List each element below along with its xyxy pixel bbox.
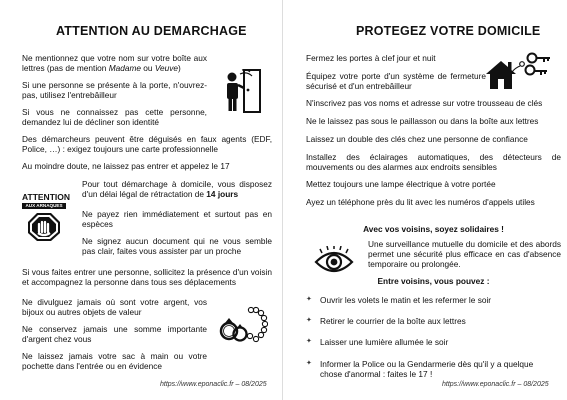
stop-hand-icon: ATTENTION AUX ARNAQUES — [22, 193, 66, 243]
paragraph-identity: Si vous ne connaissez pas cette personne, demandez lui de décliner son identité — [22, 107, 207, 128]
neighbors-text: Une surveillance mutuelle du domicile et des abords permet une sécurité plus efficace en cas d'absence temporaire ou prolongée. — [368, 239, 561, 270]
house-keys-icon — [484, 50, 554, 92]
list-item: ✦ Informer la Police ou la Gendarmerie dès qu'il y a quelque chose d'anormal : faites le 17 ! — [306, 359, 556, 379]
paragraph-mailbox-name: Ne mentionnez que votre nom sur votre boîte aux lettres (pas de mention Madame ou Veuve) — [22, 53, 207, 74]
tip-lock-doors: Fermez les portes à clef jour et nuit — [306, 53, 436, 63]
paragraph-no-payment: Ne payez rien immédiatement et surtout pas en espèces — [82, 209, 272, 230]
eye-icon — [314, 246, 354, 278]
tip-flashlight: Mettez toujours une lampe électrique à votre portée — [306, 179, 496, 189]
paragraph-fake-agents: Des démarcheurs peuvent être déguisés en faux agents (EDF, Police, …) : exigez toujours une carte professionnelle — [22, 134, 272, 155]
right-footer: https://www.eponaclic.fr – 08/2025 — [442, 381, 549, 388]
tip-doormat: Ne le laissez pas sous le paillasson ou dans la boîte aux lettres — [306, 116, 539, 126]
person-at-door-icon — [222, 68, 264, 114]
tip-secure-door: Équipez votre porte d'un système de fermeture sécurisé et d'un entrebâilleur — [306, 71, 486, 92]
left-title: ATTENTION AU DEMARCHAGE — [56, 24, 247, 38]
right-column — [284, 0, 567, 400]
list-item: ✦ Retirer le courrier de la boîte aux lettres — [306, 316, 556, 326]
list-item: ✦ Laisser une lumière allumée le soir — [306, 337, 556, 347]
neighbor-actions-list — [306, 295, 556, 390]
paragraph-valuables: Ne divulguez jamais où sont votre argent, vos bijoux ou autres objets de valeur — [22, 297, 207, 318]
tip-spare-keys: Laissez un double des clés chez une personne de confiance — [306, 134, 528, 144]
rings-necklace-icon — [218, 306, 268, 346]
paragraph-no-signature: Ne signez aucun document qui ne vous semble pas clair, faites vous assister par un proche — [82, 236, 272, 257]
tip-keyring: N'inscrivez pas vos noms et adresse sur votre trousseau de clés — [306, 98, 543, 108]
paragraph-neighbor-presence: Si vous faites entrer une personne, sollicitez la présence d'un voisin et accompagnez la personne dans tous ses déplacements — [22, 267, 272, 288]
paragraph-cash: Ne conservez jamais une somme importante d'argent chez vous — [22, 324, 207, 345]
neighbors-heading: Avec vos voisins, soyez solidaires ! — [363, 224, 504, 234]
paragraph-call-17: Au moindre doute, ne laissez pas entrer et appelez le 17 — [22, 161, 230, 171]
paragraph-handbag: Ne laissez jamais votre sac à main ou votre pochette dans l'entrée ou en évidence — [22, 351, 207, 372]
between-neighbors-heading: Entre voisins, vous pouvez : — [377, 276, 490, 286]
tip-lighting: Installez des éclairages automatiques, des détecteurs de mouvements ou des alarmes aux endroits sensibles — [306, 152, 561, 173]
tip-phone: Ayez un téléphone près du lit avec les numéros d'appels utiles — [306, 197, 535, 207]
left-footer: https://www.eponaclic.fr – 08/2025 — [160, 381, 267, 388]
paragraph-retraction: Pour tout démarchage à domicile, vous disposez d'un délai légal de rétractation de 14 jours — [82, 179, 272, 200]
paragraph-door-chain: Si une personne se présente à la porte, n'ouvrez-pas, utilisez l'entrebâilleur — [22, 80, 207, 101]
list-item: ✦ Ouvrir les volets le matin et les refermer le soir — [306, 295, 556, 305]
right-title: PROTEGEZ VOTRE DOMICILE — [356, 24, 541, 38]
left-column — [0, 0, 283, 400]
